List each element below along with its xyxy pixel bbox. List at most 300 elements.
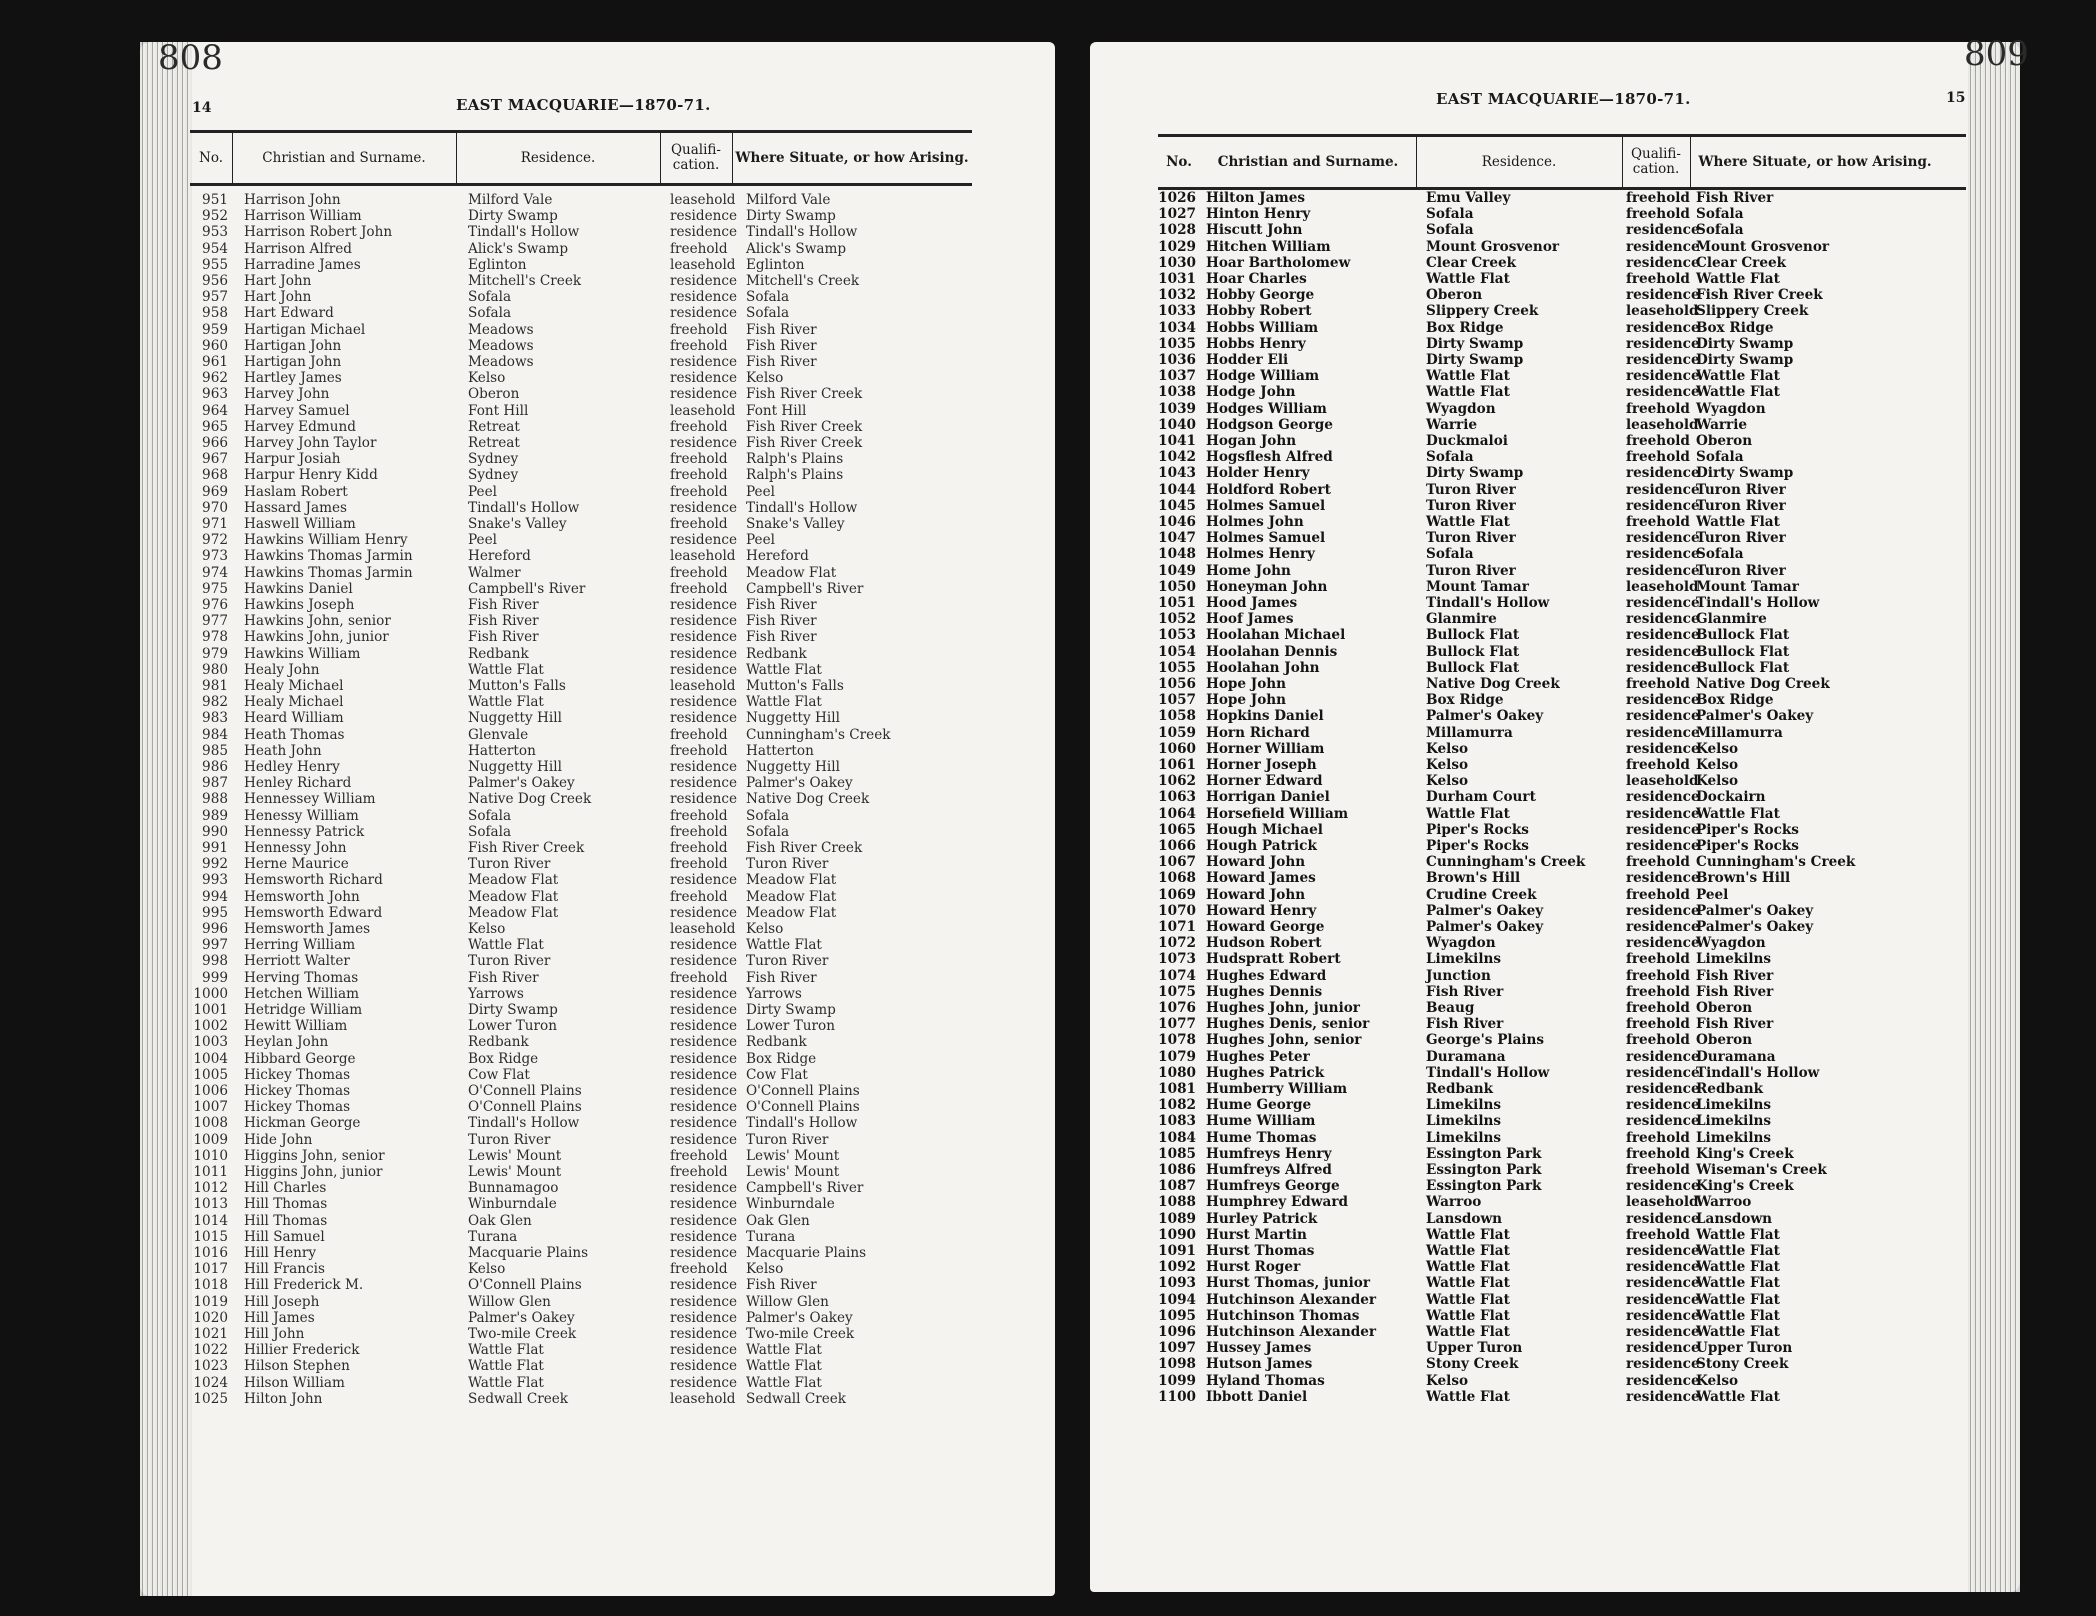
qualification: residence <box>670 386 738 403</box>
situation: Dirty Swamp <box>1696 465 1794 482</box>
row-number: 1049 <box>1158 562 1196 579</box>
row-number: 1073 <box>1158 951 1196 968</box>
situation: Meadow Flat <box>746 564 837 581</box>
situation: Tindall's Hollow <box>746 1115 858 1132</box>
table-row <box>1158 352 1966 368</box>
qualification: residence <box>1626 1048 1700 1065</box>
row-number: 1100 <box>1158 1388 1196 1405</box>
row-number: 1094 <box>1158 1291 1196 1308</box>
qualification: residence <box>1626 838 1700 854</box>
table-row <box>190 1261 972 1277</box>
table-row <box>1158 1389 1966 1405</box>
page-edge-right <box>1968 42 2020 1592</box>
row-number: 965 <box>202 418 228 435</box>
situation: Fish River <box>746 969 817 986</box>
table-row <box>190 775 972 791</box>
residence: Oak Glen <box>468 1212 532 1229</box>
surname-name: Hill John <box>244 1326 305 1342</box>
residence: Kelso <box>1426 773 1469 790</box>
qualification: freehold <box>670 888 728 905</box>
residence: Tindall's Hollow <box>468 1115 580 1132</box>
row-number: 1055 <box>1158 659 1196 676</box>
surname-name: Hobbs William <box>1206 319 1319 336</box>
residence: Cow Flat <box>468 1066 530 1083</box>
qualification: freehold <box>1626 271 1690 287</box>
qualification: freehold <box>1626 449 1690 466</box>
surname-name: Hopkins Daniel <box>1206 708 1324 725</box>
table-row <box>190 419 972 435</box>
table-row <box>190 1132 972 1148</box>
surname-name: Higgins John, junior <box>244 1164 383 1180</box>
row-number: 1086 <box>1158 1162 1196 1178</box>
surname-name: Hassard James <box>244 499 348 516</box>
surname-name: Hedley Henry <box>244 759 340 775</box>
table-row <box>1158 579 1966 595</box>
table-row <box>1158 482 1966 498</box>
surname-name: Hawkins John, senior <box>244 613 391 630</box>
surname-name: Hoof James <box>1206 611 1294 628</box>
table-row <box>1158 806 1966 822</box>
table-row <box>1158 1308 1966 1324</box>
qualification: residence <box>1626 497 1700 514</box>
surname-name: Hart John <box>244 273 312 289</box>
row-number: 1095 <box>1158 1307 1196 1324</box>
row-number: 1016 <box>193 1245 228 1261</box>
situation: Sofala <box>1696 546 1744 563</box>
residence: Snake's Valley <box>468 516 567 532</box>
situation: Turon River <box>1696 530 1786 547</box>
right-page <box>1090 34 2029 1592</box>
row-number: 1023 <box>193 1358 228 1375</box>
situation: Kelso <box>1696 740 1739 757</box>
row-number: 1025 <box>193 1390 228 1407</box>
table-row <box>190 581 972 597</box>
situation: Cow Flat <box>746 1066 808 1083</box>
table-row <box>1158 887 1966 903</box>
row-number: 992 <box>202 856 228 873</box>
surname-name: Hill Frederick M. <box>244 1277 364 1294</box>
surname-name: Hodgson George <box>1206 416 1333 433</box>
residence: Kelso <box>1426 740 1469 757</box>
residence: Fish River Creek <box>468 840 585 856</box>
row-number: 1087 <box>1158 1178 1196 1195</box>
surname-name: Hill Charles <box>244 1180 327 1197</box>
situation: Wattle Flat <box>1696 514 1780 530</box>
qualification: residence <box>1626 1064 1700 1081</box>
qualification: freehold <box>670 969 728 986</box>
surname-name: Harvey John <box>244 386 330 403</box>
situation: Redbank <box>746 645 807 662</box>
surname-name: Hodge William <box>1206 368 1320 385</box>
qualification: residence <box>1626 659 1700 676</box>
table-row <box>1158 1146 1966 1162</box>
situation: Limekilns <box>1696 951 1772 968</box>
situation: Mount Grosvenor <box>1696 238 1830 255</box>
residence: Sofala <box>468 305 512 322</box>
row-number: 1031 <box>1158 271 1196 287</box>
qualification: residence <box>1626 1081 1700 1097</box>
situation: Peel <box>746 483 775 500</box>
row-number: 1035 <box>1158 335 1196 352</box>
surname-name: Holmes John <box>1206 514 1304 530</box>
situation: Wattle Flat <box>746 1342 822 1359</box>
qualification: freehold <box>670 1261 728 1278</box>
surname-name: Horrigan Daniel <box>1206 789 1330 806</box>
surname-name: Hetchen William <box>244 985 359 1002</box>
situation: Brown's Hill <box>1696 870 1791 887</box>
residence: Tindall's Hollow <box>1426 595 1550 611</box>
residence: Sedwall Creek <box>468 1390 569 1407</box>
table-row <box>1158 676 1966 692</box>
surname-name: Hawkins Joseph <box>244 597 355 613</box>
qualification: residence <box>1626 1356 1700 1373</box>
situation: Wattle Flat <box>746 937 822 954</box>
qualification: residence <box>670 1018 738 1035</box>
table-row <box>1158 222 1966 238</box>
surname-name: Hough Patrick <box>1206 838 1317 854</box>
table-row <box>1158 1292 1966 1308</box>
row-number: 1024 <box>193 1374 228 1391</box>
row-number: 1070 <box>1158 902 1196 919</box>
qualification: residence <box>1626 530 1700 547</box>
qualification: residence <box>670 1309 738 1326</box>
qualification: freehold <box>670 840 728 856</box>
situation: Sedwall Creek <box>746 1390 847 1407</box>
header-residence: Residence. <box>1481 153 1557 170</box>
table-row <box>1158 1243 1966 1259</box>
residence: Walmer <box>468 564 521 581</box>
situation: Fish River <box>746 597 817 613</box>
situation: Fish River <box>746 337 817 354</box>
table-row <box>190 305 972 321</box>
surname-name: Hoolahan John <box>1206 659 1320 676</box>
table-row <box>190 1067 972 1083</box>
qualification: residence <box>1626 935 1700 952</box>
qualification: freehold <box>1626 1032 1690 1049</box>
table-row <box>190 1115 972 1131</box>
situation: Mutton's Falls <box>746 678 844 694</box>
residence: Limekilns <box>1426 1097 1502 1114</box>
situation: Dirty Swamp <box>746 1002 836 1018</box>
surname-name: Horner Joseph <box>1206 757 1317 773</box>
surname-name: Hough Michael <box>1206 821 1323 838</box>
table-row <box>1158 1356 1966 1372</box>
row-number: 1050 <box>1158 578 1196 595</box>
header-qualification: Qualifi-cation. <box>670 142 721 173</box>
row-number: 1083 <box>1158 1113 1196 1130</box>
situation: Box Ridge <box>746 1050 817 1067</box>
row-number: 1007 <box>193 1099 228 1116</box>
surname-name: Hoolahan Dennis <box>1206 643 1338 660</box>
row-number: 1030 <box>1158 254 1196 271</box>
surname-name: Hurst Martin <box>1206 1226 1307 1243</box>
table-row <box>1158 1178 1966 1194</box>
surname-name: Hodge John <box>1206 384 1296 401</box>
table-row <box>1158 773 1966 789</box>
qualification: residence <box>670 1066 738 1083</box>
table-row <box>190 646 972 662</box>
row-number: 1053 <box>1158 627 1196 644</box>
table-row <box>1158 368 1966 384</box>
situation: Mitchell's Creek <box>746 273 860 289</box>
situation: Piper's Rocks <box>1696 838 1799 854</box>
surname-name: Haswell William <box>244 516 356 532</box>
row-number: 955 <box>202 256 228 273</box>
surname-name: Harradine James <box>244 256 361 273</box>
surname-name: Hudspratt Robert <box>1206 951 1341 968</box>
table-row <box>190 257 972 273</box>
row-number: 988 <box>202 791 228 808</box>
situation: Wyagdon <box>1696 400 1766 417</box>
residence: Glenvale <box>468 726 529 743</box>
table-row <box>190 840 972 856</box>
surname-name: Hill Samuel <box>244 1228 325 1245</box>
table-row <box>190 694 972 710</box>
surname-name: Holmes Samuel <box>1206 530 1326 547</box>
surname-name: Hemsworth Edward <box>244 904 383 921</box>
situation: Wattle Flat <box>1696 1275 1780 1292</box>
qualification: residence <box>1626 465 1700 482</box>
situation: Wattle Flat <box>1696 368 1780 385</box>
qualification: freehold <box>1626 1145 1690 1162</box>
residence: Meadow Flat <box>468 904 559 921</box>
row-number: 1078 <box>1158 1032 1196 1049</box>
table-row <box>190 1213 972 1229</box>
table-row <box>190 970 972 986</box>
qualification: residence <box>1626 595 1700 611</box>
row-number: 1014 <box>193 1212 228 1229</box>
situation: Stony Creek <box>1696 1356 1789 1373</box>
table-row <box>190 467 972 483</box>
table-row <box>1158 384 1966 400</box>
row-number: 1045 <box>1158 497 1196 514</box>
residence: Stony Creek <box>1426 1356 1519 1373</box>
table-row <box>1158 854 1966 870</box>
table-row <box>1158 190 1966 206</box>
row-number: 1044 <box>1158 481 1196 498</box>
qualification: residence <box>670 1180 738 1197</box>
situation: Willow Glen <box>746 1293 829 1310</box>
residence: Peel <box>468 532 497 549</box>
qualification: leasehold <box>670 256 736 273</box>
surname-name: Horsefield William <box>1206 805 1349 822</box>
qualification: residence <box>1626 740 1700 757</box>
situation: Tindall's Hollow <box>746 224 858 241</box>
situation: Oberon <box>1696 1000 1753 1016</box>
situation: Palmer's Oakey <box>746 775 853 792</box>
situation: Fish River <box>746 321 817 338</box>
qualification: residence <box>670 1326 738 1342</box>
surname-name: Humphrey Edward <box>1206 1194 1348 1211</box>
residence: Campbell's River <box>468 580 586 597</box>
table-row <box>1158 449 1966 465</box>
row-number: 1054 <box>1158 643 1196 660</box>
row-number: 989 <box>202 807 228 824</box>
surname-name: Hutchinson Alexander <box>1206 1291 1377 1308</box>
row-number: 972 <box>202 532 228 549</box>
qualification: residence <box>670 1212 738 1229</box>
surname-name: Harvey John Taylor <box>244 435 377 451</box>
surname-name: Harpur Josiah <box>244 451 341 468</box>
table-row <box>190 1164 972 1180</box>
residence: Mutton's Falls <box>468 678 566 694</box>
residence: Durham Court <box>1426 789 1536 806</box>
row-number: 1063 <box>1158 789 1196 806</box>
qualification: freehold <box>1626 1226 1690 1243</box>
table-row <box>190 613 972 629</box>
qualification: residence <box>1626 919 1700 935</box>
situation: Limekilns <box>1696 1097 1772 1114</box>
qualification: freehold <box>670 1164 728 1180</box>
table-row <box>1158 465 1966 481</box>
row-number: 984 <box>202 726 228 743</box>
surname-name: Holder Henry <box>1206 465 1310 482</box>
residence: Wattle Flat <box>1426 1324 1510 1340</box>
surname-name: Hill Henry <box>244 1245 317 1261</box>
situation: Kelso <box>1696 773 1739 790</box>
row-number: 985 <box>202 742 228 759</box>
residence: Sofala <box>468 289 512 306</box>
surname-name: Hope John <box>1206 692 1287 709</box>
qualification: residence <box>670 1374 738 1391</box>
surname-name: Hughes Edward <box>1206 967 1327 984</box>
residence: Glanmire <box>1426 611 1497 628</box>
table-row <box>190 921 972 937</box>
surname-name: Hoolahan Michael <box>1206 627 1346 644</box>
table-row <box>1158 838 1966 854</box>
table-row <box>1158 1032 1966 1048</box>
table-row <box>1158 595 1966 611</box>
situation: Glanmire <box>1696 611 1767 628</box>
page-number-left: 14 <box>192 100 212 116</box>
surname-name: Hart John <box>244 289 312 306</box>
situation: Box Ridge <box>1696 319 1774 336</box>
row-number: 1034 <box>1158 319 1196 336</box>
qualification: freehold <box>670 418 728 435</box>
table-row <box>190 953 972 969</box>
qualification: leasehold <box>1626 1194 1699 1211</box>
surname-name: Hodder Eli <box>1206 352 1289 368</box>
qualification: leasehold <box>1626 578 1699 595</box>
table-row <box>190 824 972 840</box>
residence: Wattle Flat <box>468 694 544 711</box>
surname-name: Holdford Robert <box>1206 481 1331 498</box>
residence: Turon River <box>468 856 551 873</box>
situation: Wattle Flat <box>746 694 822 711</box>
residence: Wattle Flat <box>468 1342 544 1359</box>
situation: Nuggetty Hill <box>746 710 840 727</box>
surname-name: Holmes Samuel <box>1206 497 1326 514</box>
table-row <box>1158 271 1966 287</box>
residence: Essington Park <box>1426 1145 1542 1162</box>
table-row <box>1158 514 1966 530</box>
row-number: 1059 <box>1158 724 1196 741</box>
table-row <box>190 1277 972 1293</box>
surname-name: Hemsworth John <box>244 888 360 905</box>
residence: Yarrows <box>468 985 524 1002</box>
surname-name: Healy Michael <box>244 694 344 711</box>
situation: Campbell's River <box>746 1180 864 1197</box>
surname-name: Hogsflesh Alfred <box>1206 449 1333 466</box>
residence: Kelso <box>1426 757 1469 773</box>
situation: Fish River <box>746 1277 817 1294</box>
situation: Font Hill <box>746 402 807 419</box>
qualification: freehold <box>1626 1162 1690 1178</box>
residence: Native Dog Creek <box>468 791 592 808</box>
row-number: 953 <box>202 224 228 241</box>
surname-name: Howard Henry <box>1206 902 1317 919</box>
situation: Fish River <box>1696 967 1774 984</box>
situation: Turon River <box>746 856 829 873</box>
residence: O'Connell Plains <box>468 1083 582 1099</box>
surname-name: Hurst Thomas, junior <box>1206 1275 1371 1292</box>
residence: Bullock Flat <box>1426 643 1520 660</box>
situation: Bullock Flat <box>1696 643 1790 660</box>
qualification: residence <box>1626 319 1700 336</box>
situation: Yarrows <box>746 985 802 1002</box>
row-number: 1077 <box>1158 1016 1196 1033</box>
surname-name: Hill Joseph <box>244 1293 320 1310</box>
surname-name: Hartley James <box>244 370 342 387</box>
table-row <box>190 192 972 208</box>
residence: Turon River <box>1426 497 1516 514</box>
situation: Wattle Flat <box>1696 1307 1780 1324</box>
table-row <box>1158 1275 1966 1291</box>
situation: Fish River Creek <box>1696 287 1823 304</box>
surname-name: Hughes Dennis <box>1206 983 1323 1000</box>
qualification: residence <box>670 1115 738 1132</box>
table-row <box>1158 627 1966 643</box>
residence: Box Ridge <box>1426 692 1504 709</box>
table-row <box>1158 708 1966 724</box>
table-row <box>190 241 972 257</box>
situation: Macquarie Plains <box>746 1245 867 1261</box>
qualification: freehold <box>670 337 728 354</box>
row-number: 1005 <box>193 1066 228 1083</box>
qualification: freehold <box>670 483 728 500</box>
qualification: residence <box>670 694 738 711</box>
surname-name: Hurley Patrick <box>1206 1210 1318 1227</box>
situation: Dirty Swamp <box>1696 335 1794 352</box>
row-number: 1096 <box>1158 1324 1196 1340</box>
situation: Wattle Flat <box>1696 384 1780 401</box>
row-number: 997 <box>202 937 228 954</box>
surname-name: Hope John <box>1206 676 1287 692</box>
surname-name: Harrison Robert John <box>244 224 393 241</box>
qualification: residence <box>1626 1275 1700 1292</box>
table-row <box>1158 401 1966 417</box>
situation: Duramana <box>1696 1048 1776 1065</box>
residence: Redbank <box>468 1034 529 1051</box>
situation: Wattle Flat <box>1696 1226 1780 1243</box>
qualification: freehold <box>1626 400 1690 417</box>
table-row <box>1158 1373 1966 1389</box>
surname-name: Herring William <box>244 937 356 954</box>
table-header-left <box>190 130 972 186</box>
table-row <box>1158 255 1966 271</box>
surname-name: Howard John <box>1206 886 1306 903</box>
situation: Turon River <box>746 1131 829 1148</box>
residence: Kelso <box>1426 1372 1469 1389</box>
surname-name: Hillier Frederick <box>244 1342 360 1359</box>
table-row <box>190 354 972 370</box>
table-row <box>190 1358 972 1374</box>
table-row <box>190 370 972 386</box>
row-number: 1033 <box>1158 303 1196 320</box>
table-row <box>190 1391 972 1407</box>
situation: Wattle Flat <box>746 661 822 678</box>
situation: Lewis' Mount <box>746 1164 840 1180</box>
